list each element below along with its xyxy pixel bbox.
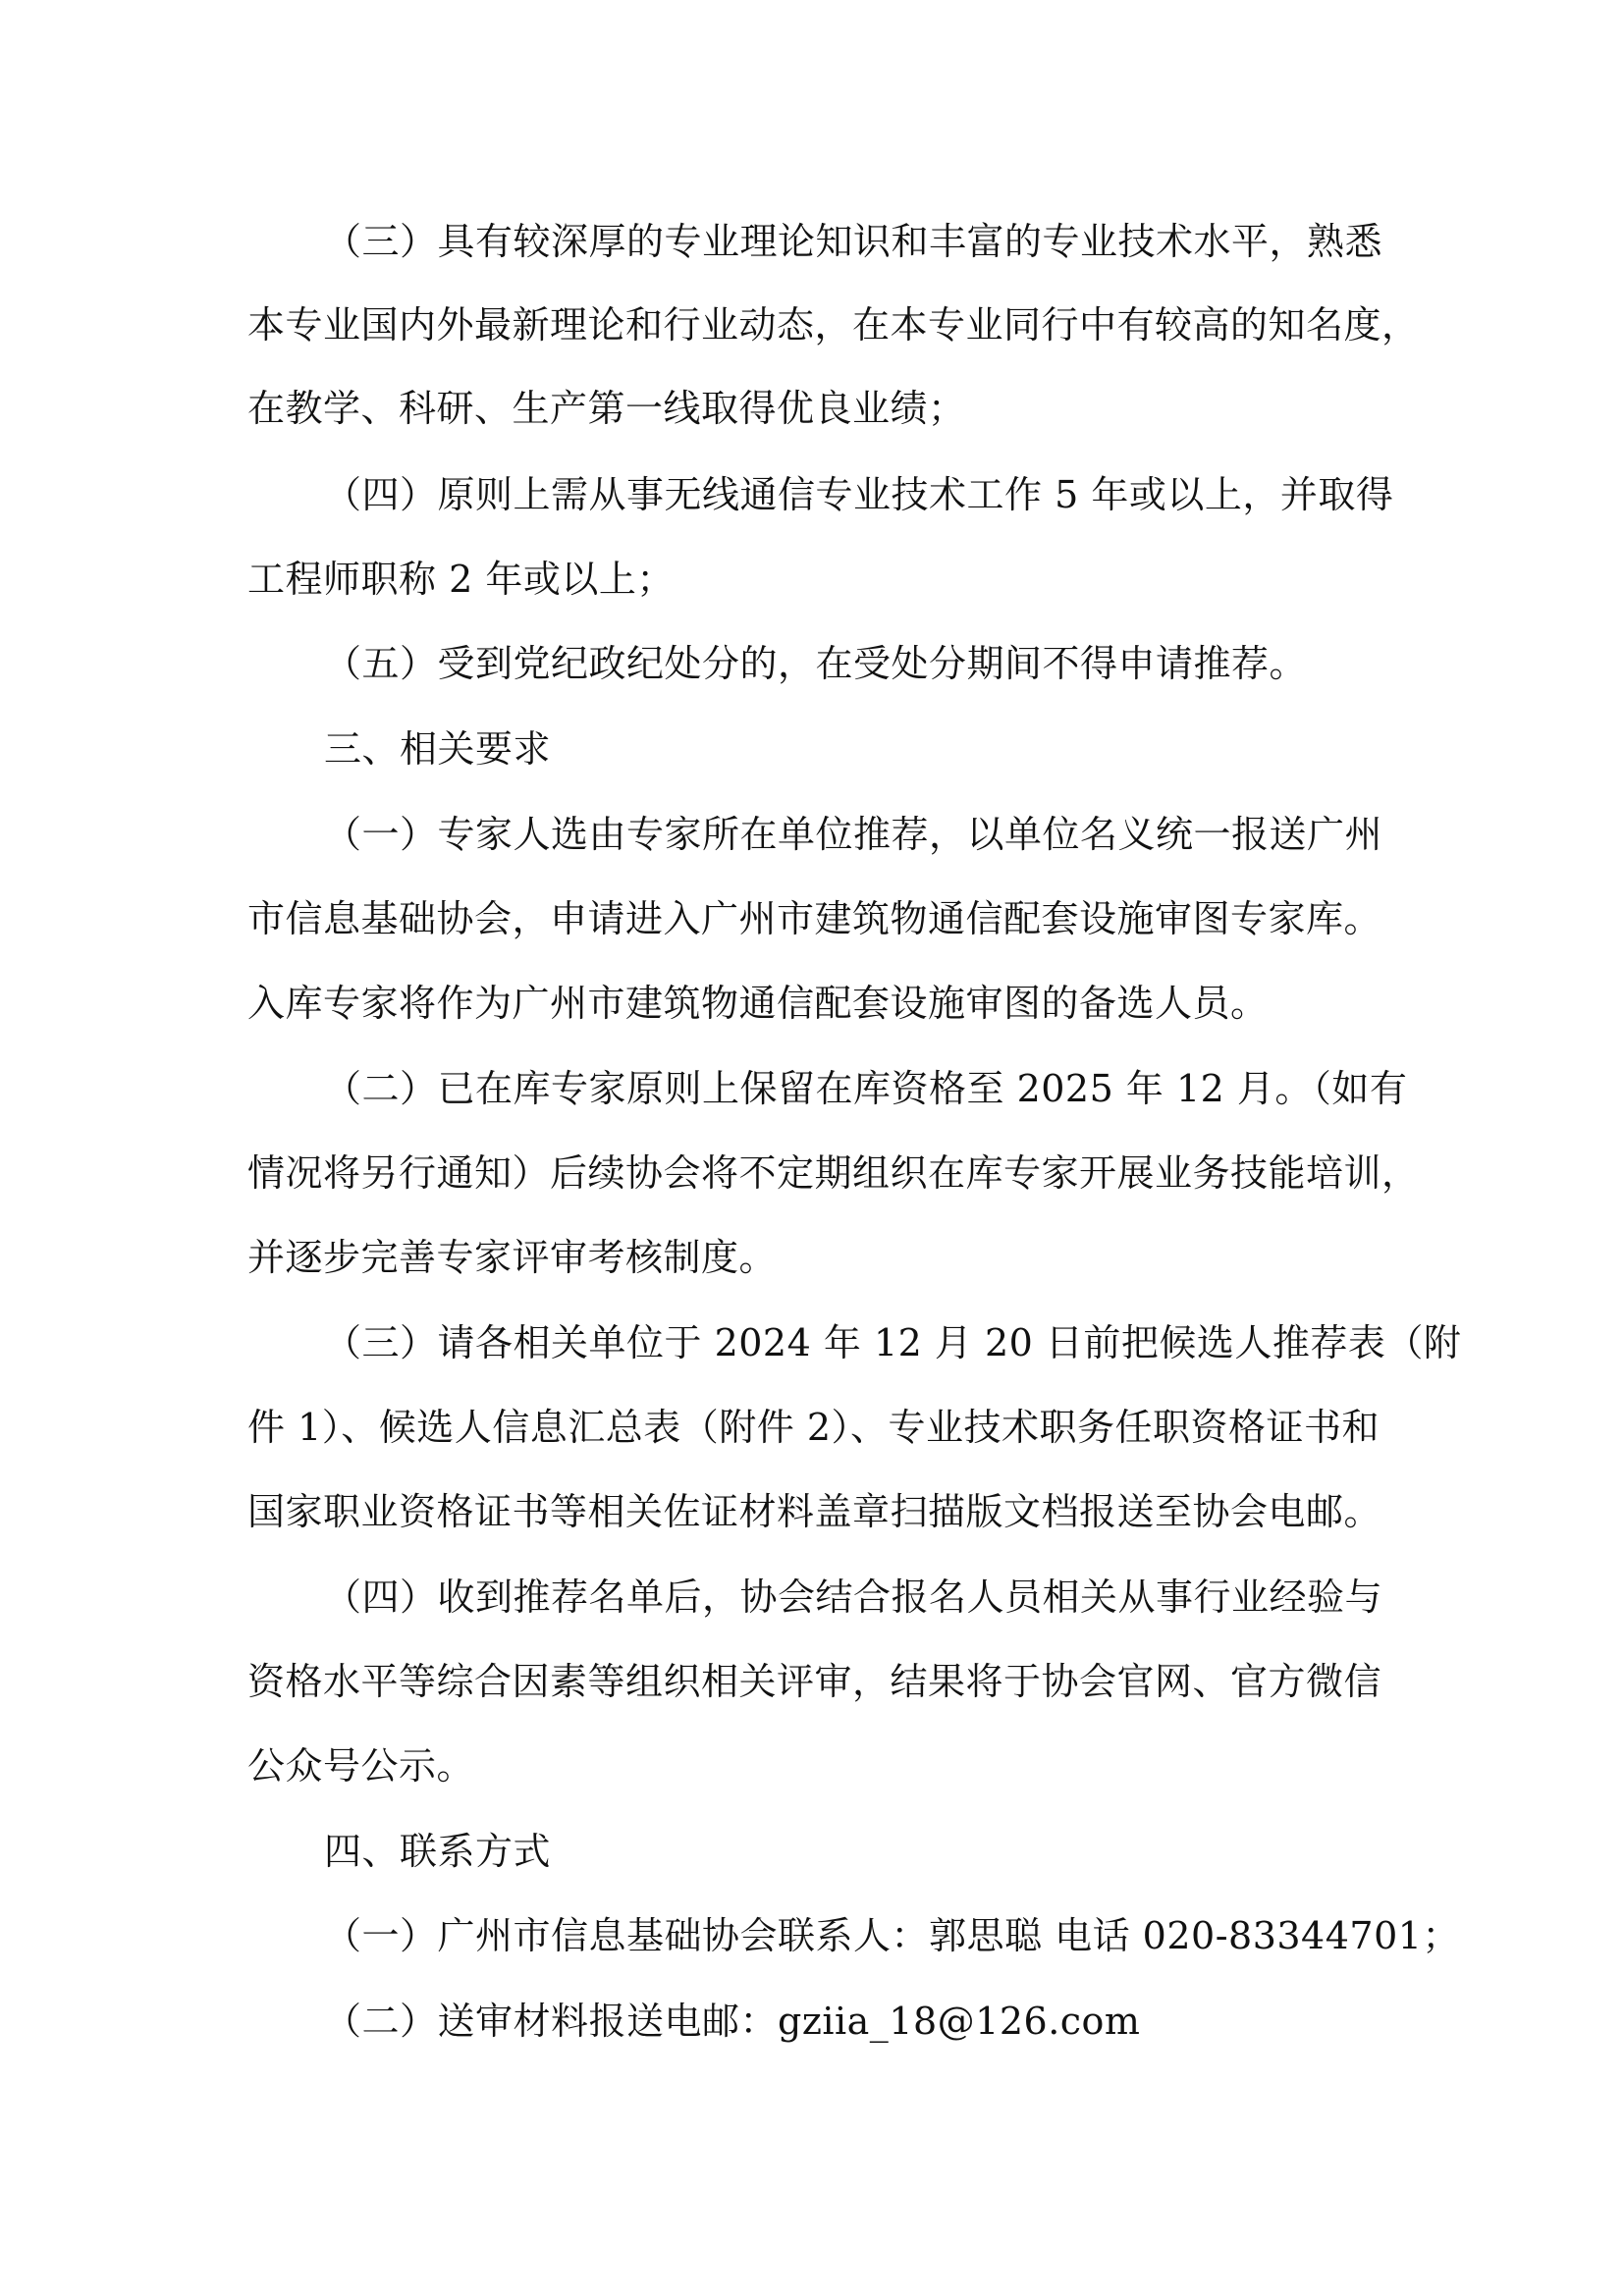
paragraph-line: （三）具有较深厚的专业理论知识和丰富的专业技术水平，熟悉 xyxy=(324,220,1383,263)
paragraph-line: 件 1）、候选人信息汇总表（附件 2）、专业技术职务任职资格证书和 xyxy=(247,1406,1380,1449)
paragraph-line: （二）已在库专家原则上保留在库资格至 2025 年 12 月。（如有 xyxy=(324,1067,1408,1110)
paragraph-line: 资格水平等综合因素等组织相关评审，结果将于协会官网、官方微信 xyxy=(247,1660,1382,1703)
paragraph-line: 本专业国内外最新理论和行业动态，在本专业同行中有较高的知名度， xyxy=(247,303,1420,347)
email-line: （二）送审材料报送电邮：gziia_18@126.com xyxy=(324,2000,1141,2043)
contact-line: （一）广州市信息基础协会联系人：郭思聪 电话 020-83344701； xyxy=(324,1914,1460,1957)
paragraph-line: 公众号公示。 xyxy=(247,1744,475,1788)
paragraph-line: （五）受到党纪政纪处分的，在受处分期间不得申请推荐。 xyxy=(324,642,1308,685)
paragraph-line: 情况将另行通知）后续协会将不定期组织在库专家开展业务技能培训， xyxy=(247,1151,1420,1195)
paragraph-line: 在教学、科研、生产第一线取得优良业绩； xyxy=(247,387,966,430)
paragraph-line: 国家职业资格证书等相关佐证材料盖章扫描版文档报送至协会电邮。 xyxy=(247,1490,1382,1533)
paragraph-line: （一）专家人选由专家所在单位推荐，以单位名义统一报送广州 xyxy=(324,813,1383,856)
section-heading: 四、联系方式 xyxy=(324,1830,552,1873)
paragraph-line: （四）收到推荐名单后，协会结合报名人员相关从事行业经验与 xyxy=(324,1575,1383,1619)
paragraph-line: 工程师职称 2 年或以上； xyxy=(247,558,675,601)
paragraph-line: 市信息基础协会，申请进入广州市建筑物通信配套设施审图专家库。 xyxy=(247,897,1382,940)
paragraph-line: （三）请各相关单位于 2024 年 12 月 20 日前把候选人推荐表（附 xyxy=(324,1321,1462,1364)
paragraph-line: 并逐步完善专家评审考核制度。 xyxy=(247,1236,778,1279)
paragraph-line: （四）原则上需从事无线通信专业技术工作 5 年或以上，并取得 xyxy=(324,473,1394,516)
paragraph-line: 入库专家将作为广州市建筑物通信配套设施审图的备选人员。 xyxy=(247,982,1269,1025)
section-heading: 三、相关要求 xyxy=(324,727,552,771)
